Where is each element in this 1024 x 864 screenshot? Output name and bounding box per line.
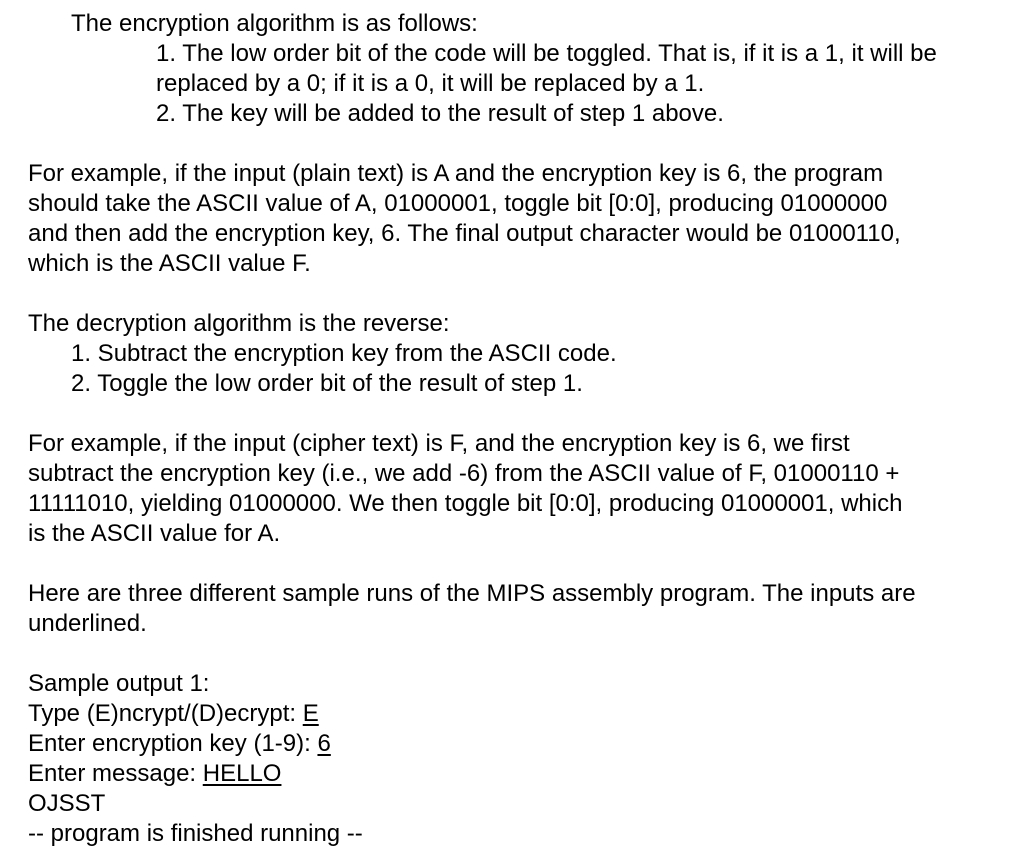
paragraph-gap (0, 129, 1024, 159)
sample1-key-input: 6 (317, 730, 331, 757)
samples-intro-line2: underlined. (28, 610, 147, 637)
sample1-message-input: HELLO (202, 760, 282, 787)
paragraph-gap (0, 399, 1024, 429)
document-body (0, 9, 1024, 849)
example2-line2: subtract the encryption key (i.e., we add -6) from the ASCII value of F, 01000110 + (28, 460, 900, 487)
example2-line3: 11111010, yielding 01000000. We then toggle bit [0:0], producing 01000001, which (28, 490, 903, 517)
paragraph-gap (0, 549, 1024, 579)
sample1-message-prompt: Enter message: (28, 760, 203, 787)
paragraph-gap (0, 639, 1024, 669)
decryption-step2: 2. Toggle the low order bit of the result of step 1. (71, 370, 583, 397)
sample1-type-line (0, 699, 1024, 729)
sample1-finished: -- program is finished running -- (28, 820, 363, 847)
decryption-intro: The decryption algorithm is the reverse: (28, 310, 450, 337)
samples-intro-line1: Here are three different sample runs of the MIPS assembly program. The inputs are (28, 580, 916, 607)
sample1-key-prompt: Enter encryption key (1-9): (28, 730, 318, 757)
example1-line4: which is the ASCII value F. (28, 250, 311, 277)
sample1-type-input: E (302, 700, 319, 727)
sample1-heading: Sample output 1: (28, 670, 210, 697)
example2-line4: is the ASCII value for A. (28, 520, 281, 547)
example1-line3: and then add the encryption key, 6. The final output character would be 01000110, (28, 220, 901, 247)
decryption-step1: 1. Subtract the encryption key from the ASCII code. (71, 340, 617, 367)
sample1-message-line (0, 759, 1024, 789)
encryption-step1-line2: replaced by a 0; if it is a 0, it will be replaced by a 1. (156, 70, 705, 97)
example1-line2: should take the ASCII value of A, 01000001, toggle bit [0:0], producing 01000000 (28, 190, 888, 217)
sample1-type-prompt: Type (E)ncrypt/(D)ecrypt: (28, 700, 303, 727)
encryption-step2: 2. The key will be added to the result of step 1 above. (156, 100, 724, 127)
example1-line1: For example, if the input (plain text) is A and the encryption key is 6, the program (28, 160, 884, 187)
paragraph-gap (0, 279, 1024, 309)
example2-line1: For example, if the input (cipher text) is F, and the encryption key is 6, we first (28, 430, 850, 457)
encryption-intro: The encryption algorithm is as follows: (71, 10, 478, 37)
sample1-output: OJSST (28, 790, 106, 817)
encryption-step1-line1: 1. The low order bit of the code will be toggled. That is, if it is a 1, it will be (156, 40, 937, 67)
sample1-key-line (0, 729, 1024, 759)
